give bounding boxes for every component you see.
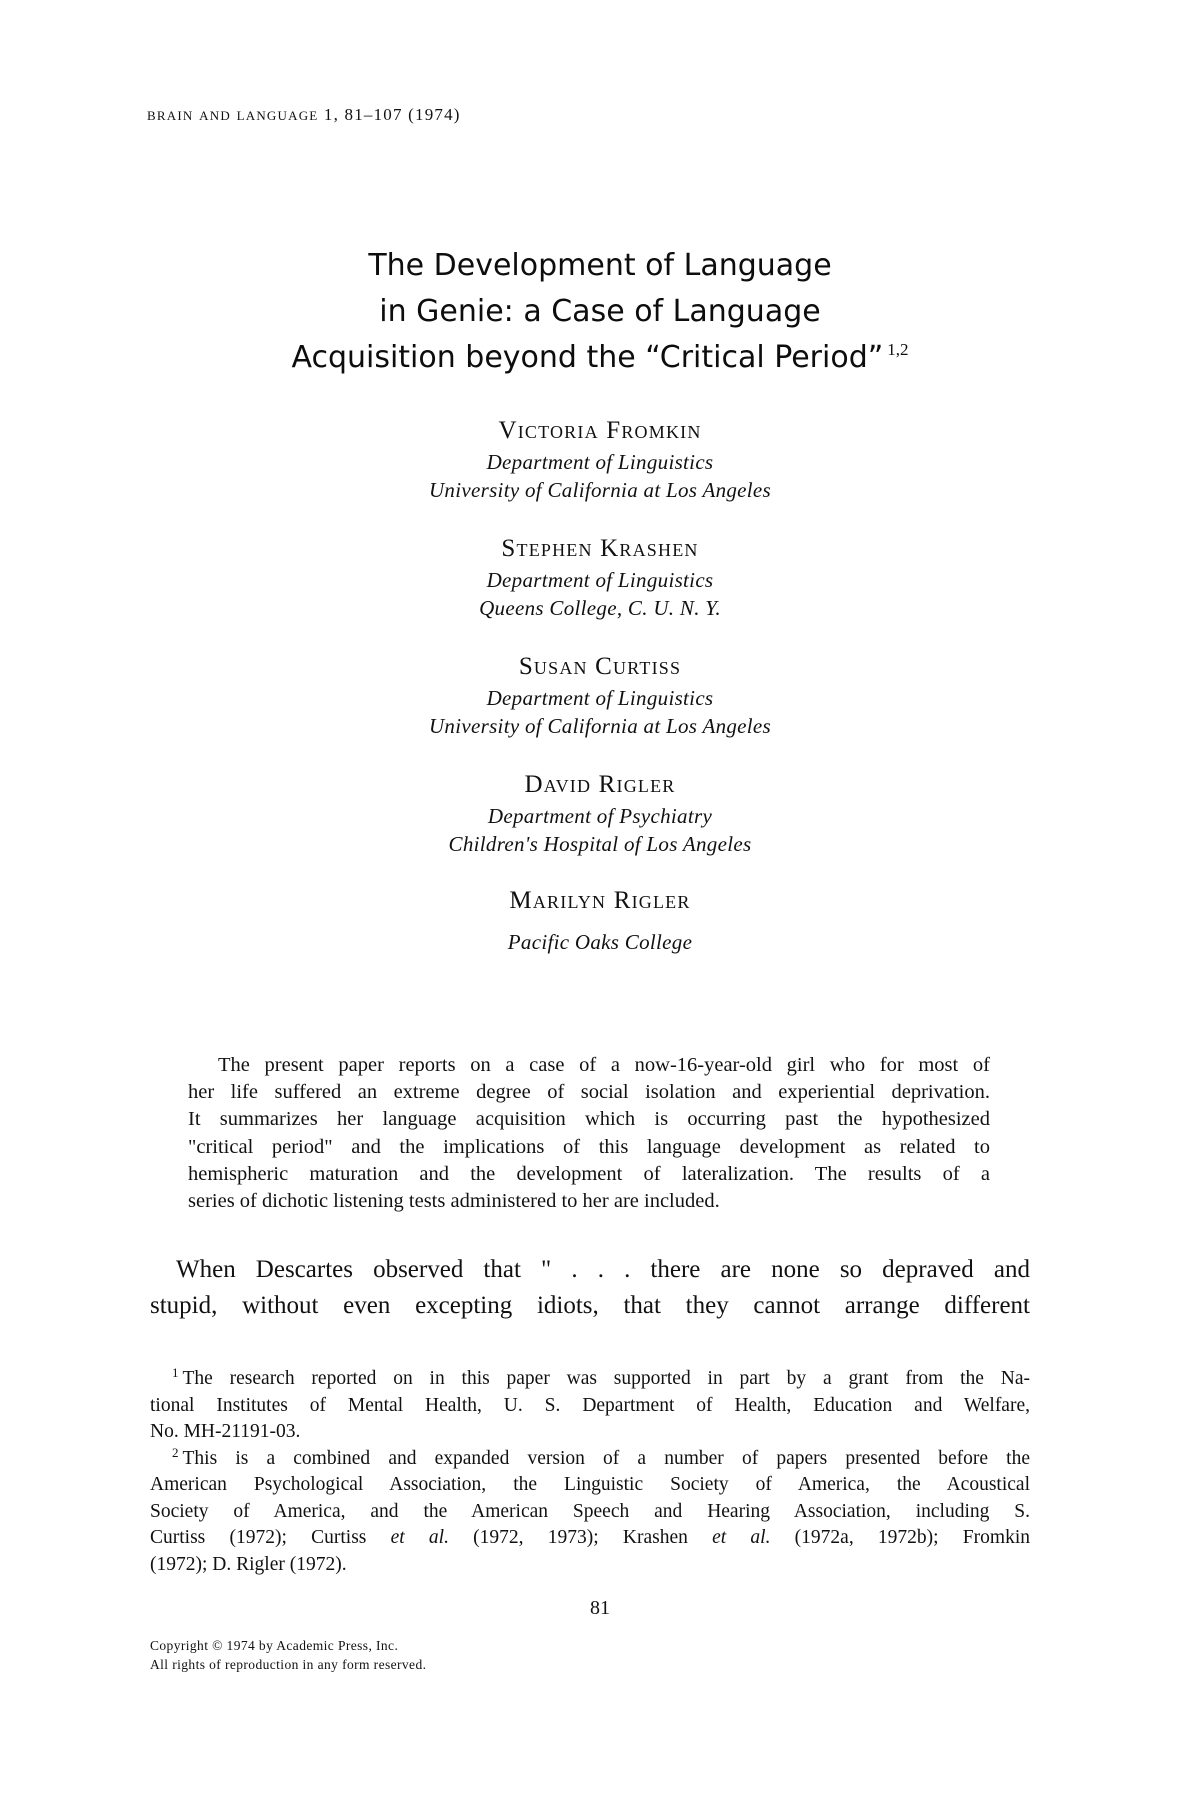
footnote-2-line: Society of America, and the American Speech and Hearing Association, including S. <box>150 1500 1030 1522</box>
footnote-1-line <box>150 1366 1030 1393</box>
author-institution: Queens College, C. U. N. Y. <box>479 596 721 620</box>
journal-name: brain and language <box>147 104 319 124</box>
author-name: Victoria Fromkin <box>498 417 702 444</box>
author-institution: University of California at Los Angeles <box>428 714 772 738</box>
author-institution: Children's Hospital of Los Angeles <box>448 832 752 856</box>
author-block-5 <box>300 886 900 956</box>
footnote-1-line: tional Institutes of Mental Health, U. S. Department of Health, Education and Welfare, <box>150 1394 1030 1416</box>
abstract-line: It summarizes her language acquisition which is occurring past the hypothesized <box>188 1108 990 1131</box>
footnote-italic: et al. <box>712 1527 771 1548</box>
author-block-1 <box>300 416 900 504</box>
footnotes <box>150 1366 1030 1578</box>
author-department: Department of Psychiatry <box>487 804 713 828</box>
title-footnote-refs: 1,2 <box>887 340 909 359</box>
author-name: Marilyn Rigler <box>509 887 691 914</box>
author-block-3 <box>300 652 900 740</box>
author-name: Susan Curtiss <box>518 653 682 680</box>
author-department: Department of Linguistics <box>486 568 714 592</box>
footnote-marker: 1 <box>172 1365 179 1380</box>
body-line: When Descartes observed that " . . . there are none so depraved and <box>176 1256 1030 1283</box>
footnote-text: (1972a, 1972b); Fromkin <box>770 1527 1030 1548</box>
abstract-line: hemispheric maturation and the development of lateralization. The results of a <box>188 1162 990 1185</box>
body-text <box>150 1252 1030 1324</box>
paper-title <box>200 243 1000 381</box>
title-line-1: The Development of Language <box>368 248 832 283</box>
footnote-text: This is a combined and expanded version of a number of papers presented before the <box>182 1447 1030 1469</box>
footnote-2-line <box>150 1525 1030 1552</box>
footnote-text: Curtiss (1972); Curtiss <box>150 1527 391 1548</box>
page-number: 81 <box>590 1597 610 1619</box>
footnote-text: (1972, 1973); Krashen <box>448 1527 713 1548</box>
abstract-line: her life suffered an extreme degree of social isolation and experiential deprivation. <box>188 1081 990 1104</box>
footnote-italic: et al. <box>390 1527 449 1548</box>
journal-citation: 1, 81–107 (1974) <box>323 105 461 124</box>
author-block-4 <box>300 770 900 858</box>
author-department: Department of Linguistics <box>486 686 714 710</box>
author-name: Stephen Krashen <box>501 535 699 562</box>
author-institution: Pacific Oaks College <box>507 930 693 954</box>
author-name: David Rigler <box>524 771 676 798</box>
journal-header <box>147 104 461 125</box>
author-department: Department of Linguistics <box>486 450 714 474</box>
author-block-2 <box>300 534 900 622</box>
abstract-line: The present paper reports on a case of a now-16-year-old girl who for most of <box>218 1054 990 1076</box>
title-line-2: in Genie: a Case of Language <box>379 294 821 329</box>
title-line-3 <box>200 335 1000 381</box>
abstract <box>188 1052 990 1215</box>
body-line: stupid, without even excepting idiots, that they cannot arrange different <box>150 1292 1030 1319</box>
author-institution: University of California at Los Angeles <box>428 478 772 502</box>
copyright-notice <box>150 1636 426 1674</box>
footnote-text: The research reported on in this paper was supported in part by a grant from the Na- <box>182 1368 1030 1389</box>
footnote-2-line <box>150 1446 1030 1473</box>
abstract-line: series of dichotic listening tests administered to her are included. <box>188 1190 720 1213</box>
footnote-marker: 2 <box>172 1444 179 1460</box>
footnote-1-line: No. MH-21191-03. <box>150 1421 301 1442</box>
copyright-line: Copyright © 1974 by Academic Press, Inc. <box>150 1638 399 1653</box>
abstract-line: "critical period" and the implications of this language development as related to <box>188 1135 990 1158</box>
copyright-line: All rights of reproduction in any form reserved. <box>150 1657 427 1672</box>
footnote-2-line: (1972); D. Rigler (1972). <box>150 1553 347 1575</box>
footnote-2-line: American Psychological Association, the Linguistic Society of America, the Acoustical <box>150 1474 1030 1495</box>
title-line-3-text: Acquisition beyond the “Critical Period” <box>291 340 884 375</box>
